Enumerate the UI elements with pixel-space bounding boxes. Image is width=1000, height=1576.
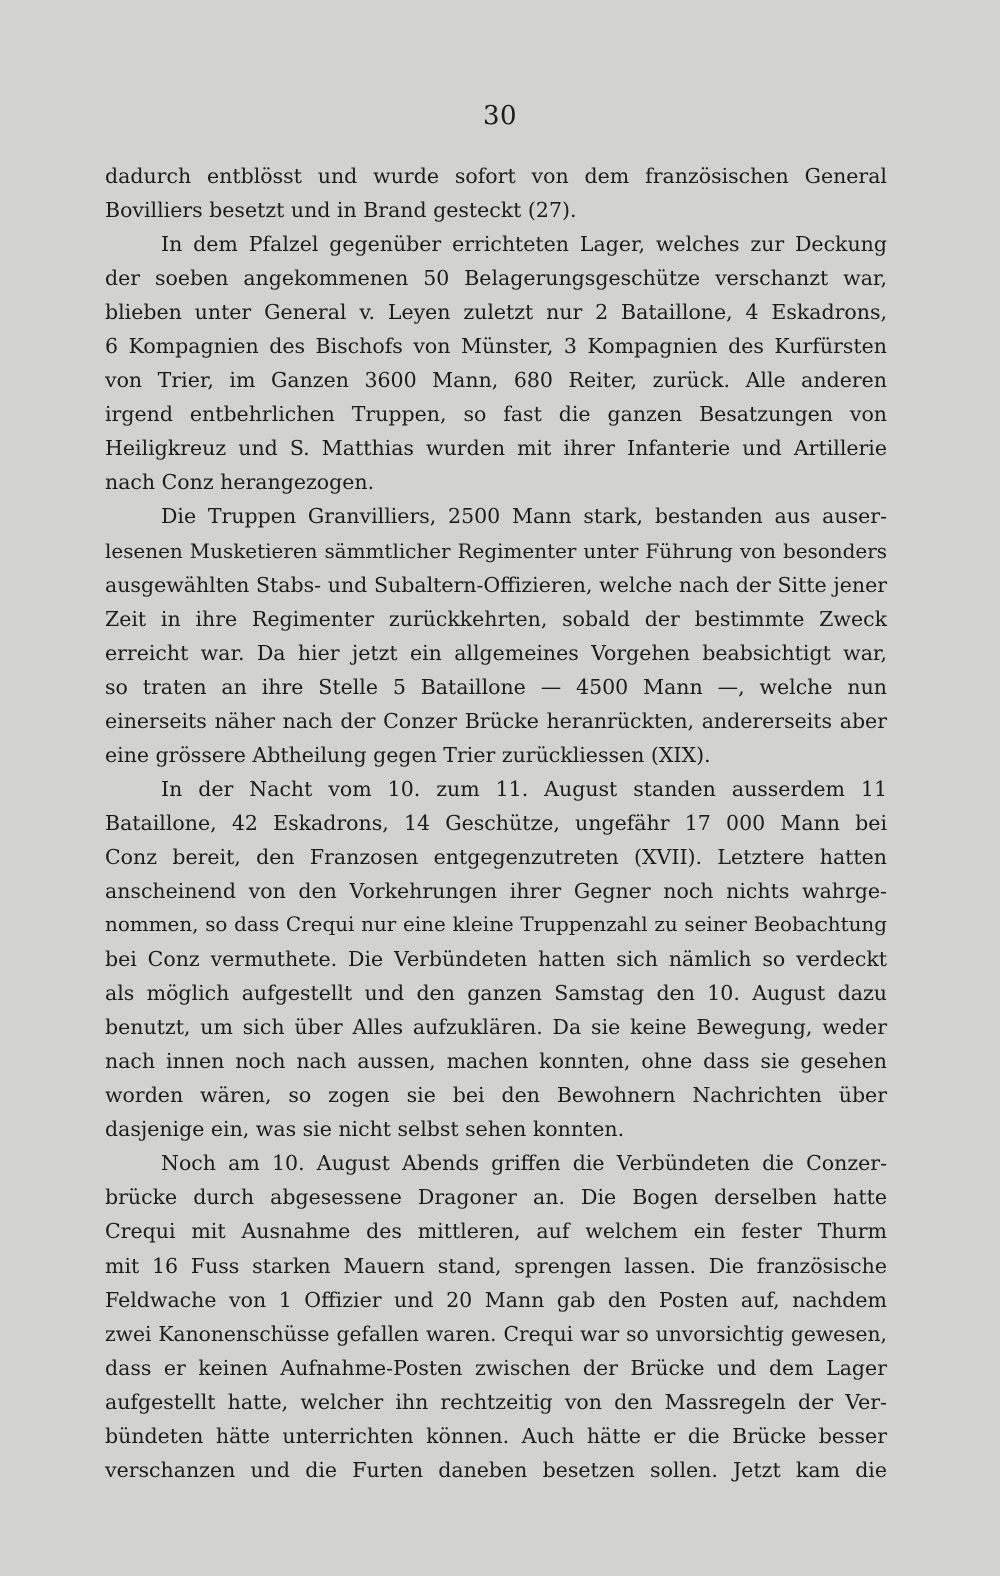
text-line: so traten an ihre Stelle 5 Bataillone — 4500 Mann —, welche nun	[105, 674, 887, 699]
text-line: Conz bereit, den Franzosen entgegenzutreten (XVII). Letztere hatten	[105, 844, 887, 869]
text-line: anscheinend von den Vorkehrungen ihrer Gegner noch nichts wahrge-	[105, 878, 887, 903]
text-line: Zeit in ihre Regimenter zurückkehrten, sobald der bestimmte Zweck	[105, 606, 887, 631]
text-line: dass er keinen Aufnahme-Posten zwischen der Brücke und dem Lager	[105, 1355, 887, 1380]
text-line: In der Nacht vom 10. zum 11. August standen ausserdem 11	[161, 776, 887, 801]
text-line: Die Truppen Granvilliers, 2500 Mann stark, bestanden aus auser-	[161, 504, 887, 529]
text-line: aufgestellt hatte, welcher ihn rechtzeitig von den Massregeln der Ver-	[105, 1389, 887, 1414]
text-line: irgend entbehrlichen Truppen, so fast die ganzen Besatzungen von	[105, 402, 887, 427]
text-line: Bovilliers besetzt und in Brand gesteckt (27).	[105, 198, 577, 223]
text-line: blieben unter General v. Leyen zuletzt nur 2 Bataillone, 4 Eskadrons,	[105, 300, 887, 325]
text-line: In dem Pfalzel gegenüber errichteten Lager, welches zur Deckung	[161, 232, 887, 257]
text-line: von Trier, im Ganzen 3600 Mann, 680 Reiter, zurück. Alle anderen	[105, 368, 887, 393]
text-line: bündeten hätte unterrichten können. Auch hätte er die Brücke besser	[105, 1423, 887, 1448]
text-line: lesenen Musketieren sämmtlicher Regimenter unter Führung von besonders	[105, 538, 887, 563]
text-line: Feldwache von 1 Offizier und 20 Mann gab den Posten auf, nachdem	[105, 1287, 887, 1312]
text-line: mit 16 Fuss starken Mauern stand, sprengen lassen. Die französische	[105, 1253, 887, 1278]
text-line: der soeben angekommenen 50 Belagerungsgeschütze verschanzt war,	[105, 266, 887, 291]
text-line: einerseits näher nach der Conzer Brücke heranrückten, andererseits aber	[105, 708, 887, 733]
text-line: dasjenige ein, was sie nicht selbst sehen konnten.	[105, 1117, 625, 1142]
text-line: Heiligkreuz und S. Matthias wurden mit ihrer Infanterie und Artillerie	[105, 436, 887, 461]
text-line: dadurch entblösst und wurde sofort von dem französischen General	[105, 164, 887, 188]
text-line: bei Conz vermuthete. Die Verbündeten hatten sich nämlich so verdeckt	[105, 947, 887, 972]
body-text	[105, 159, 887, 1487]
text-line: nach Conz herangezogen.	[105, 470, 375, 495]
page-number: 30	[482, 101, 518, 131]
text-line: ausgewählten Stabs- und Subaltern-Offizieren, welche nach der Sitte jener	[105, 572, 887, 597]
text-line: benutzt, um sich über Alles aufzuklären. Da sie keine Bewegung, weder	[105, 1015, 887, 1040]
text-line: brücke durch abgesessene Dragoner an. Die Bogen derselben hatte	[105, 1185, 887, 1210]
text-line: erreicht war. Da hier jetzt ein allgemeines Vorgehen beabsichtigt war,	[105, 640, 887, 665]
text-line: Bataillone, 42 Eskadrons, 14 Geschütze, ungefähr 17 000 Mann bei	[105, 810, 887, 835]
text-line: nommen, so dass Crequi nur eine kleine Truppenzahl zu seiner Beobachtung	[105, 913, 887, 937]
text-line: verschanzen und die Furten daneben besetzen sollen. Jetzt kam die	[105, 1457, 887, 1482]
text-line: als möglich aufgestellt und den ganzen Samstag den 10. August dazu	[105, 981, 887, 1006]
text-line: nach innen noch nach aussen, machen konnten, ohne dass sie gesehen	[105, 1049, 887, 1074]
text-line: eine grössere Abtheilung gegen Trier zurückliessen (XIX).	[105, 742, 711, 767]
text-line: Crequi mit Ausnahme des mittleren, auf welchem ein fester Thurm	[105, 1219, 887, 1244]
text-line: worden wären, so zogen sie bei den Bewohnern Nachrichten über	[105, 1083, 887, 1108]
text-line: 6 Kompagnien des Bischofs von Münster, 3 Kompagnien des Kurfürsten	[105, 334, 887, 359]
text-line: zwei Kanonenschüsse gefallen waren. Crequi war so unvorsichtig gewesen,	[105, 1321, 887, 1346]
text-line: Noch am 10. August Abends griffen die Verbündeten die Conzer-	[161, 1151, 887, 1176]
